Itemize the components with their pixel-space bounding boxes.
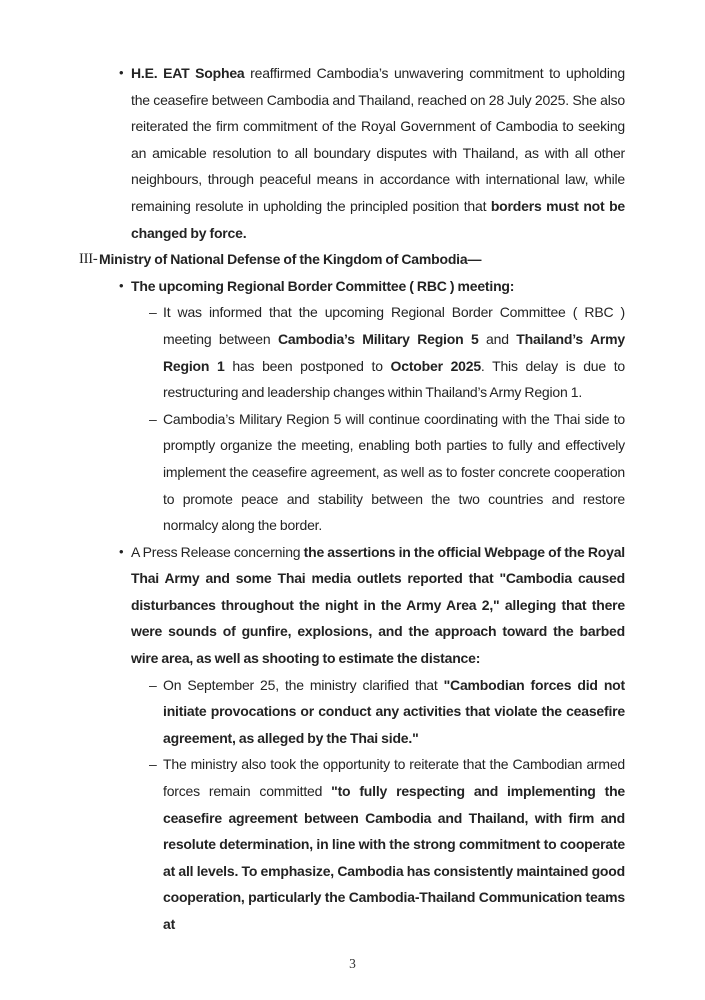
text-segment: reaffirmed Cambodia’s unwavering commitment to upholding the ceasefire between Cambodia and Thailand, reached on 28 July 2025. She also reiterated the firm commitment of the Royal Government of Cambodia to seeking an amicable resolution to all boundary disputes with Thailand, as with all other neighbours, through peaceful means in accordance with international law, while remaining resolute in upholding the principled position that xyxy=(131,65,625,214)
paragraph-text xyxy=(163,751,625,937)
paragraph-text xyxy=(99,246,625,273)
dash-icon: – xyxy=(149,410,157,427)
text-segment: Cambodia’s Military Region 5 will continue coordinating with the Thai side to promptly organize the meeting, enabling both parties to fully and effectively implement the ceasefire agreement, as well as to foster concrete cooperation to promote peace and stability between the two countries and restore normalcy along the border. xyxy=(163,410,625,534)
text-segment: The ministry also took the opportunity to reiterate that the Cambodian armed forces remain committed xyxy=(163,756,625,800)
paragraph-text xyxy=(131,539,625,672)
bullet-item xyxy=(119,60,625,246)
text-segment-bold: October 2025 xyxy=(390,357,481,374)
page-number: 3 xyxy=(349,956,356,971)
paragraph-text xyxy=(163,406,625,539)
bullet-item xyxy=(119,273,625,300)
text-segment: On September 25, the ministry clarified that xyxy=(163,676,444,693)
text-segment: A Press Release concerning xyxy=(131,543,304,560)
text-segment-bold: borders must not be changed by force. xyxy=(131,197,626,241)
document-body xyxy=(79,60,625,938)
dash-icon: – xyxy=(149,756,157,773)
paragraph-text xyxy=(163,299,625,405)
paragraph-text xyxy=(131,60,625,246)
text-segment-bold: Thailand’s Army Region 1 xyxy=(163,330,625,374)
text-segment-bold: "to fully respecting and implementing the ceasefire agreement between Cambodia and Thailand, with firm and resolute determination, in line with the strong commitment to cooperate at all levels. To emphasize, Cambodia has consistently maintained good cooperation, particularly the Cambodia-Thailand Communication teams at xyxy=(163,783,626,932)
text-segment-bold: Ministry of National Defense of the Kingdom of Cambodia— xyxy=(99,251,482,268)
text-segment: has been postponed to xyxy=(224,357,391,374)
dash-item xyxy=(149,406,625,539)
paragraph-text xyxy=(163,672,625,752)
text-segment-bold: Cambodia’s Military Region 5 xyxy=(277,330,479,347)
dash-icon: – xyxy=(149,676,157,693)
text-segment: . This delay is due to restructuring and leadership changes within Thailand’s Army Region 1. xyxy=(163,357,625,401)
paragraph-text xyxy=(131,273,625,300)
text-segment-bold: the assertions in the official Webpage of the Royal Thai Army and some Thai media outlets reported that "Cambodia caused disturbances throughout the night in the Army Area 2," alleging that there were sounds of gunfire, explosions, and the approach toward the barbed wire area, as well as shooting to estimate the distance: xyxy=(131,543,625,667)
bullet-item xyxy=(119,539,625,672)
dash-item xyxy=(149,672,625,752)
text-segment-bold: H.E. EAT Sophea xyxy=(131,65,245,81)
section-heading xyxy=(79,246,625,273)
section-numeral: III- xyxy=(79,251,98,268)
dash-icon: – xyxy=(149,304,157,321)
dash-item xyxy=(149,299,625,405)
bullet-icon: • xyxy=(119,277,124,293)
bullet-icon: • xyxy=(119,543,124,559)
text-segment: and xyxy=(478,330,517,347)
dash-item xyxy=(149,751,625,937)
text-segment-bold: "Cambodian forces did not initiate provocations or conduct any activities that violate the ceasefire agreement, as alleged by the Thai side." xyxy=(163,676,625,746)
text-segment-bold: The upcoming Regional Border Committee ( RBC ) meeting: xyxy=(131,277,515,294)
bullet-icon: • xyxy=(119,65,124,80)
text-segment: It was informed that the upcoming Regional Border Committee ( RBC ) meeting between xyxy=(163,304,625,347)
